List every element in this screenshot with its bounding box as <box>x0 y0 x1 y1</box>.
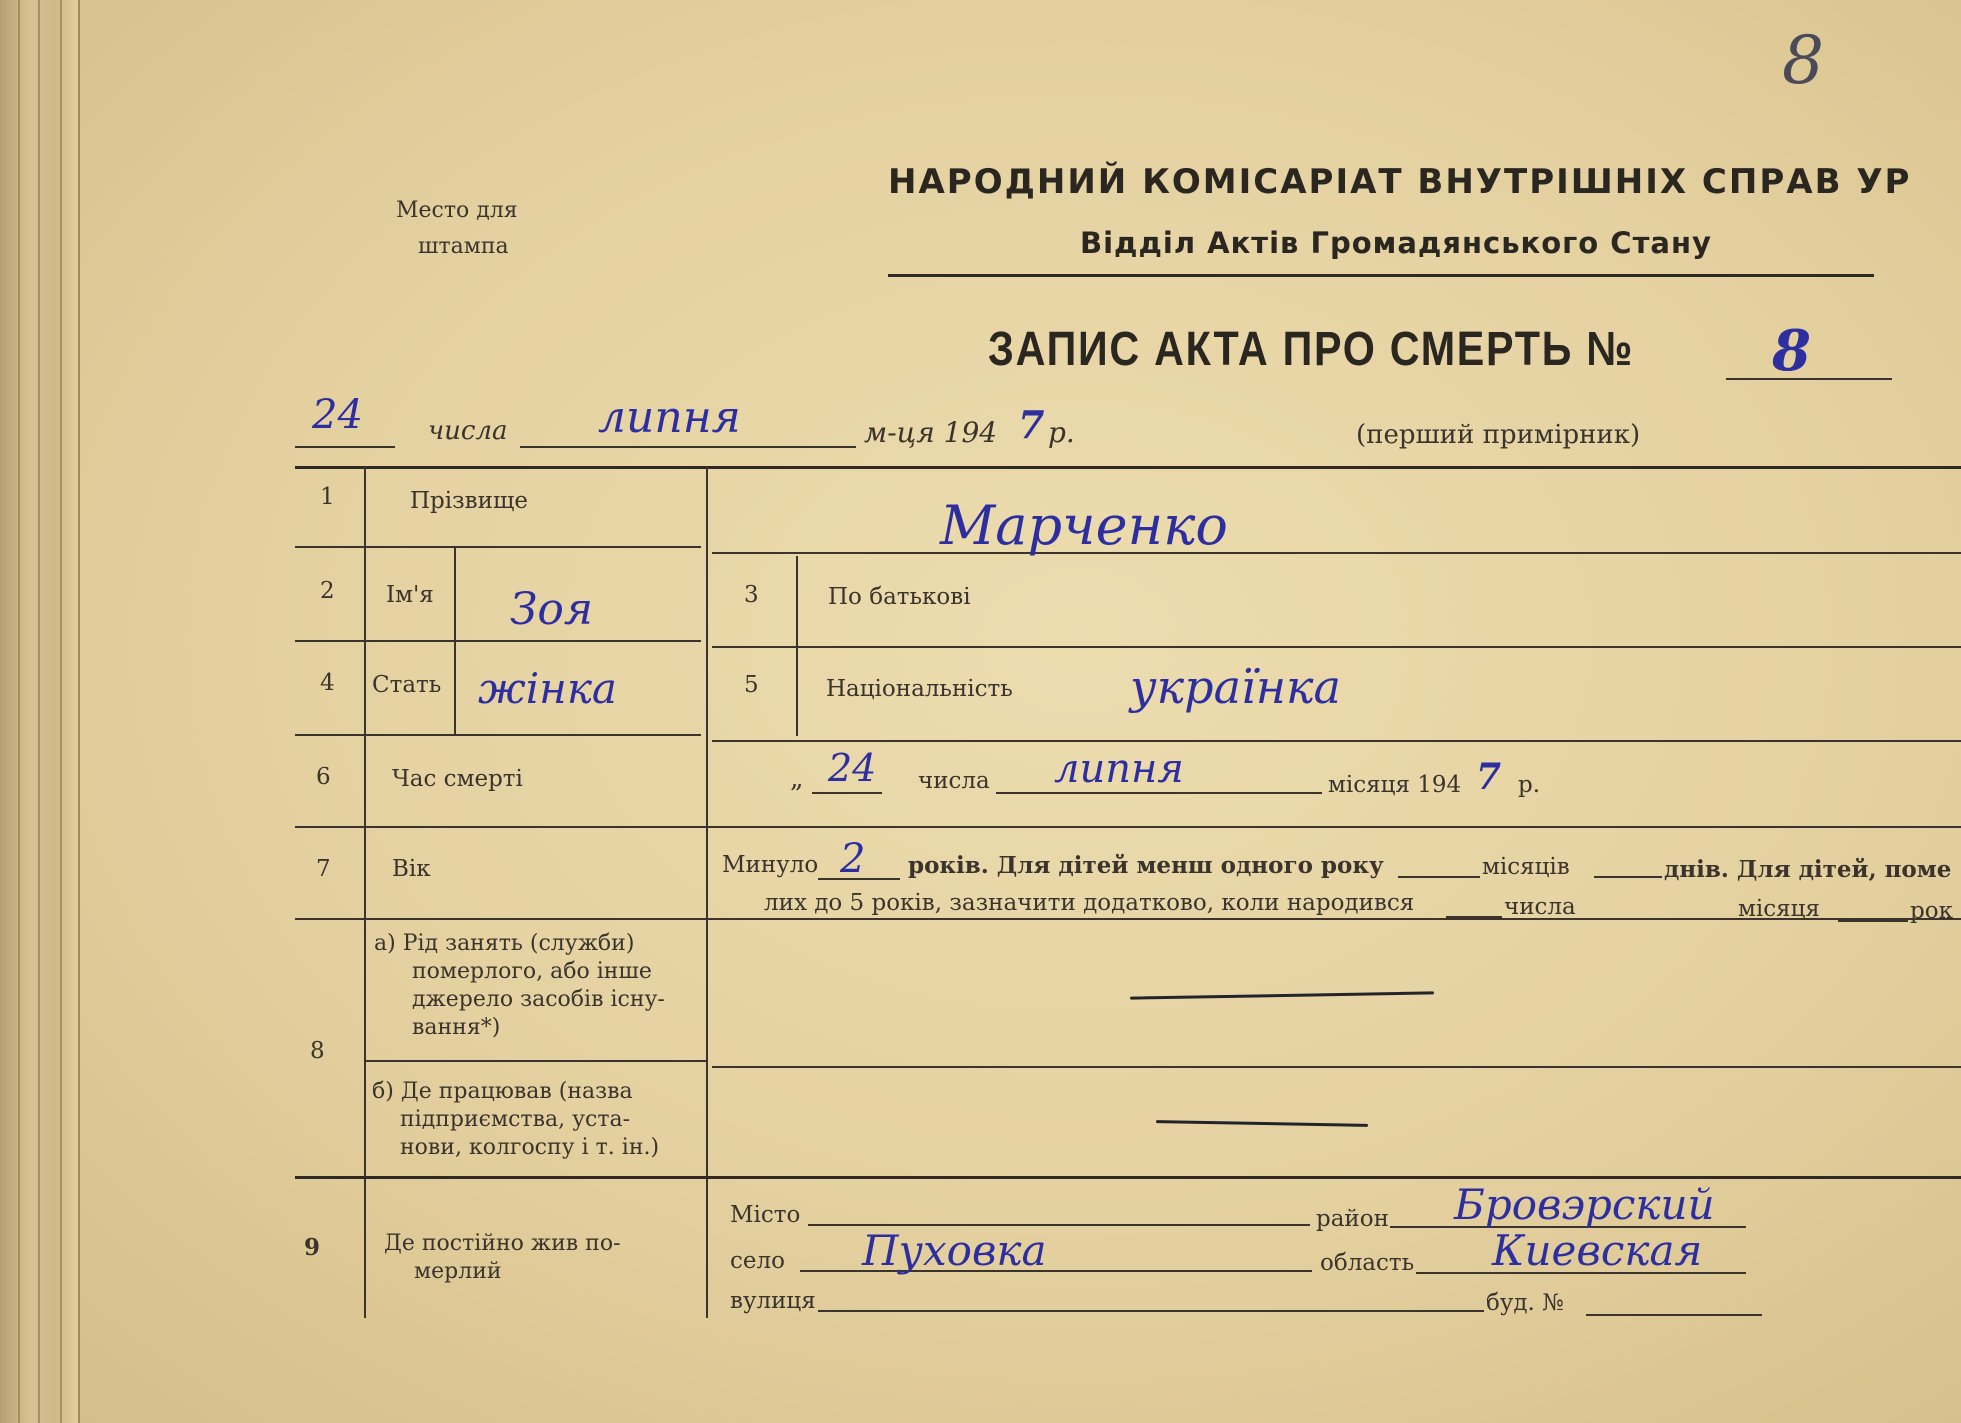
header-rule <box>888 274 1874 277</box>
record-month-label: м-ця 194 <box>864 416 998 449</box>
death-year-suffix: р. <box>1518 772 1541 798</box>
page-number: 8 <box>1782 22 1824 99</box>
surname-value: Марченко <box>940 494 1228 557</box>
workplace-label-line: підприємства, уста- <box>400 1107 631 1132</box>
district-label: район <box>1316 1206 1389 1232</box>
row-rule-6 <box>295 1176 1961 1179</box>
surname-label: Прізвище <box>410 488 528 514</box>
death-month-label: місяця 194 <box>1328 772 1462 798</box>
region-label: область <box>1320 1250 1415 1276</box>
first-name-label: Ім'я <box>386 582 434 608</box>
stamp-label-line1: Место для <box>396 198 518 223</box>
row-rule-8b <box>712 1066 1961 1068</box>
record-number: 8 <box>1772 318 1811 384</box>
death-year-digit: 7 <box>1476 756 1502 798</box>
age-months-line <box>1398 876 1480 878</box>
ministry-header: НАРОДНИЙ КОМІСАРІАТ ВНУТРІШНІХ СПРАВ УР <box>888 162 1912 202</box>
row-rule-1 <box>295 546 701 548</box>
nationality-value: українка <box>1130 660 1341 714</box>
occupation-label-line: а) Рід занять (служби) <box>374 931 635 956</box>
building-line <box>1586 1314 1762 1316</box>
department-header: Відділ Актів Громадянського Стану <box>1080 226 1712 260</box>
row-number: 6 <box>316 764 331 790</box>
sex-value: жінка <box>478 664 617 713</box>
age-days-line <box>1594 876 1662 878</box>
workplace-value <box>1156 1120 1368 1127</box>
row-rule-2b <box>712 646 1961 648</box>
edge-line <box>60 0 62 1423</box>
workplace-label-line: б) Де працював (назва <box>372 1079 633 1104</box>
age-minulo: Минуло <box>722 852 819 878</box>
age-days-label: днів. Для дітей, поме <box>1664 856 1952 883</box>
residence-label-line: Де постійно жив по- <box>384 1231 621 1256</box>
row-number: 7 <box>316 856 331 882</box>
death-day-label: числа <box>918 768 990 794</box>
record-day-label: числа <box>428 416 508 446</box>
street-line <box>818 1310 1484 1312</box>
district-value: Бровэрский <box>1454 1180 1715 1229</box>
occupation-label-line: померлого, або інше <box>412 959 652 984</box>
row-number: 5 <box>744 672 759 698</box>
record-year-suffix: р. <box>1048 416 1075 449</box>
occupation-value <box>1130 991 1434 999</box>
occupation-label-line: вання*) <box>412 1015 501 1040</box>
first-name-value: Зоя <box>510 584 594 635</box>
record-title: ЗАПИС АКТА ПРО СМЕРТЬ № <box>988 323 1635 376</box>
month-line <box>520 446 856 448</box>
row-rule-8a <box>364 1060 706 1062</box>
bound-edge <box>0 0 80 1423</box>
village-label: село <box>730 1248 785 1274</box>
death-quote-open: „ <box>790 764 804 794</box>
patronymic-label: По батькові <box>828 584 971 610</box>
sex-label: Стать <box>372 672 442 698</box>
row-number: 4 <box>320 670 335 696</box>
row-number: 9 <box>304 1234 321 1261</box>
row-number: 2 <box>320 578 335 604</box>
village-value: Пуховка <box>862 1226 1047 1275</box>
row-number: 1 <box>320 484 335 510</box>
death-day: 24 <box>828 746 877 790</box>
age-line1: років. Для дітей менш одного року <box>908 852 1384 879</box>
row-rule-3 <box>295 734 701 736</box>
copy-note: (перший примірник) <box>1356 420 1641 450</box>
workplace-label-line: нови, колгоспу і т. ін.) <box>400 1135 660 1160</box>
death-month: липня <box>1054 746 1184 792</box>
residence-label-line: мерлий <box>414 1259 502 1284</box>
age-label: Вік <box>392 856 431 882</box>
edge-line <box>18 0 20 1423</box>
col-divider-num <box>364 466 366 1318</box>
record-year-digit: 7 <box>1018 402 1045 447</box>
record-month: липня <box>598 392 741 443</box>
age-roku: рок <box>1910 898 1953 924</box>
occupation-label-line: джерело засобів існу- <box>412 987 665 1012</box>
record-day: 24 <box>312 392 363 438</box>
region-value: Киевская <box>1492 1226 1703 1275</box>
col-divider-label <box>706 466 708 1318</box>
row-rule-1b <box>712 552 1961 554</box>
street-label: вулиця <box>730 1288 816 1314</box>
nationality-label: Національність <box>826 676 1013 702</box>
stamp-label-line2: штампа <box>418 234 509 259</box>
day-line <box>295 446 395 448</box>
building-label: буд. № <box>1486 1290 1564 1316</box>
table-top-rule <box>295 466 1961 469</box>
row-number: 8 <box>310 1038 325 1064</box>
birth-day-line <box>1446 916 1502 918</box>
row-rule-2 <box>295 640 701 642</box>
row-number: 3 <box>744 582 759 608</box>
city-label: Місто <box>730 1202 801 1228</box>
row-rule-3b <box>712 740 1961 742</box>
row-rule-4 <box>295 826 1961 828</box>
birth-month-line <box>1578 918 1736 920</box>
age-misyatsya: місяця <box>1738 896 1820 922</box>
age-months-label: місяців <box>1482 854 1570 880</box>
death-day-line <box>812 792 882 794</box>
age-years: 2 <box>840 836 866 882</box>
edge-line <box>38 0 40 1423</box>
death-time-label: Час смерті <box>392 766 523 792</box>
birth-year-line <box>1838 920 1908 922</box>
death-month-line <box>996 792 1322 794</box>
age-chysla: числа <box>1504 894 1576 920</box>
age-line2: лих до 5 років, зазначити додатково, коли народився <box>764 890 1415 916</box>
